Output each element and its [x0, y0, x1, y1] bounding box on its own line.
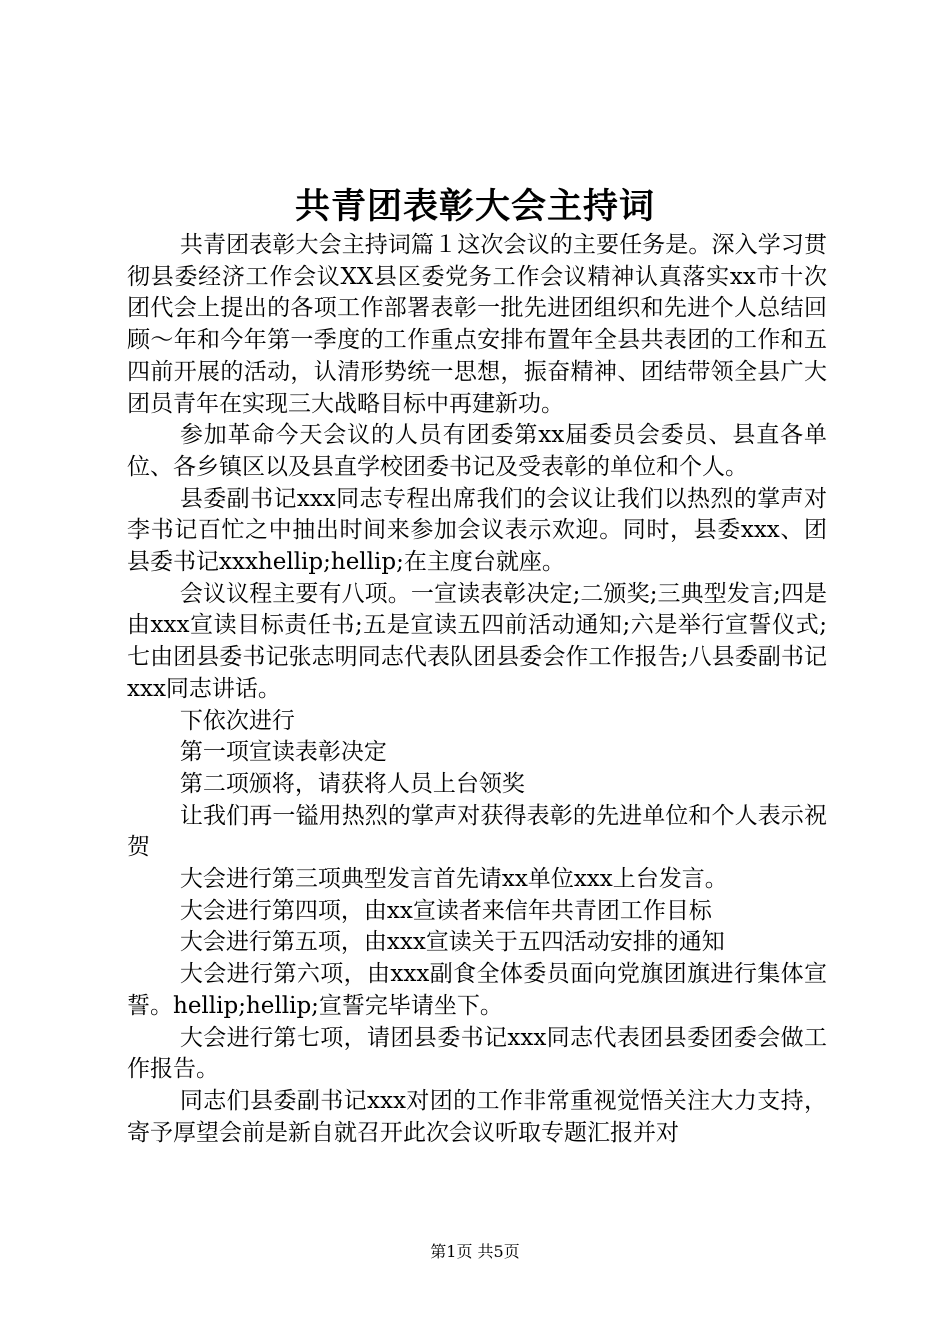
paragraph: 大会进行第七项，请团县委书记xxx同志代表团县委团委会做工作报告。 — [127, 1024, 827, 1083]
paragraph: 下依次进行 — [179, 707, 295, 734]
document-body — [127, 230, 827, 1149]
paragraph: 第一项宣读表彰决定 — [179, 739, 387, 766]
paragraph: 让我们再一镒用热烈的掌声对获得表彰的先进单位和个人表示祝贺 — [127, 802, 827, 861]
paragraph: 大会进行第五项，由xxx宣读关于五四活动安排的通知 — [179, 929, 725, 956]
paragraph: 共青团表彰大会主持词篇１这次会议的主要任务是。深入学习贯彻县委经济工作会议XX县区委党务工作会议精神认真落实xx市十次团代会上提出的各项工作部署表彰一批先进团组织和先进个人总结回顾～年和今年第一季度的工作重点安排布置年全县共表团的工作和五四前开展的活动，认清形势统一思想，振奋精神、团结带领全县广大团员青年在实现三大战略目标中再建新功。 — [127, 232, 827, 417]
paragraph: 县委副书记xxx同志专程出席我们的会议让我们以热烈的掌声对李书记百忙之中抽出时间来参加会议表示欢迎。同时，县委xxx、团县委书记xxxhellip;hellip;在主度台就座。 — [127, 485, 827, 576]
paragraph: 同志们县委副书记xxx对团的工作非常重视觉悟关注大力支持，寄予厚望会前是新自就召开此次会议听取专题汇报并对 — [127, 1087, 827, 1146]
page-number-footer: 第1页 共5页 — [430, 1242, 520, 1261]
paragraph: 会议议程主要有八项。一宣读表彰决定;二颁奖;三典型发言;四是由xxx宣读目标责任书;五是宣读五四前活动通知;六是举行宣誓仪式;七由团县委书记张志明同志代表队团县委会作工作报告;八县委副书记xxx同志讲话。 — [127, 580, 827, 702]
paragraph: 大会进行第四项，由xx宣读者来信年共青团工作目标 — [179, 897, 712, 924]
paragraph: 参加革命今天会议的人员有团委第xx届委员会委员、县直各单位、各乡镇区以及县直学校团委书记及受表彰的单位和个人。 — [127, 422, 827, 480]
document-title: 共青团表彰大会主持词 — [294, 186, 655, 227]
paragraph: 大会进行第三项典型发言首先请xx单位xxx上台发言。 — [179, 866, 728, 893]
paragraph: 第二项颁将，请获将人员上台领奖 — [179, 770, 525, 797]
paragraph: 大会进行第六项，由xxx副食全体委员面向党旗团旗进行集体宣誓。hellip;hellip;宣誓完毕请坐下。 — [127, 961, 827, 1019]
